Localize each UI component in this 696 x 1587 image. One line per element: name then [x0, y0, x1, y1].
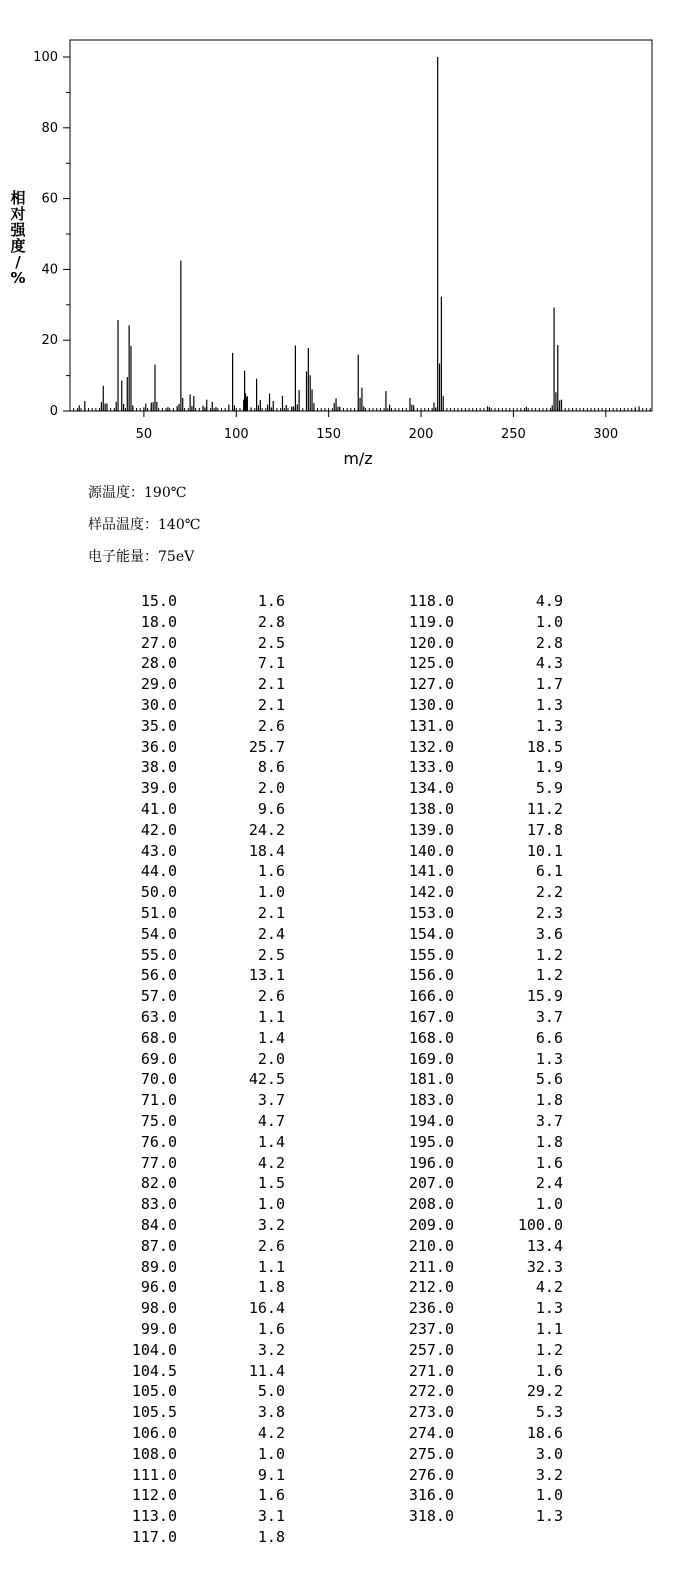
table-mz-cell: 271.0: [408, 1361, 454, 1380]
x-axis-ticks: [136, 411, 619, 442]
electron-energy: 电子能量：75eV: [88, 549, 195, 565]
table-mz-cell: 274.0: [408, 1424, 454, 1442]
table-mz-cell: 111.0: [131, 1465, 177, 1484]
table-mz-cell: 134.0: [408, 779, 454, 798]
x-tick-label: 250: [501, 427, 526, 442]
table-intensity-cell: 1.1: [535, 1320, 563, 1338]
table-mz-cell: 208.0: [408, 1195, 454, 1214]
table-mz-cell: 99.0: [140, 1320, 177, 1338]
table-intensity-cell: 1.6: [257, 1486, 285, 1505]
table-mz-cell: 112.0: [131, 1486, 177, 1505]
table-intensity-cell: 3.7: [257, 1091, 285, 1110]
table-intensity-cell: 3.7: [535, 1112, 563, 1130]
table-mz-cell: 211.0: [408, 1257, 454, 1276]
table-mz-cell: 166.0: [408, 987, 454, 1006]
table-mz-cell: 50.0: [140, 883, 177, 902]
y-axis-label-char: %: [10, 269, 26, 287]
table-mz-cell: 133.0: [408, 758, 454, 777]
table-mz-cell: 54.0: [140, 924, 177, 943]
table-intensity-cell: 6.1: [535, 862, 563, 881]
table-intensity-cell: 1.6: [257, 862, 285, 881]
y-tick-label: 0: [49, 404, 58, 419]
table-mz-cell: 210.0: [408, 1236, 454, 1255]
y-tick-label: 60: [41, 191, 58, 207]
table-mz-cell: 237.0: [408, 1320, 454, 1338]
table-mz-cell: 71.0: [140, 1091, 177, 1110]
table-mz-cell: 138.0: [408, 800, 454, 818]
table-mz-cell: 104.0: [131, 1340, 177, 1359]
table-mz-cell: 183.0: [408, 1091, 454, 1110]
table-mz-cell: 27.0: [140, 633, 177, 652]
table-mz-cell: 154.0: [408, 924, 454, 943]
table-mz-cell: 155.0: [408, 945, 454, 964]
table-intensity-cell: 2.0: [257, 1049, 285, 1068]
table-mz-cell: 127.0: [408, 675, 454, 694]
table-intensity-cell: 4.7: [257, 1112, 285, 1130]
table-intensity-cell: 2.5: [257, 633, 285, 652]
table-mz-cell: 98.0: [140, 1299, 177, 1318]
table-mz-cell: 18.0: [140, 612, 177, 631]
table-mz-cell: 195.0: [408, 1132, 454, 1151]
table-mz-cell: 68.0: [140, 1028, 177, 1047]
table-mz-cell: 89.0: [140, 1257, 177, 1276]
table-intensity-cell: 7.1: [257, 654, 285, 673]
table-mz-cell: 42.0: [140, 820, 177, 839]
table-intensity-cell: 24.2: [248, 820, 285, 839]
table-mz-cell: 142.0: [408, 883, 454, 902]
table-intensity-cell: 2.5: [257, 945, 285, 964]
table-intensity-cell: 18.5: [526, 737, 563, 756]
table-intensity-cell: 9.6: [257, 800, 285, 818]
table-intensity-cell: 1.0: [257, 1444, 285, 1463]
table-intensity-cell: 4.2: [257, 1424, 285, 1442]
table-intensity-cell: 1.4: [257, 1132, 285, 1151]
table-intensity-cell: 2.6: [257, 987, 285, 1006]
x-tick-label: 100: [223, 427, 249, 442]
table-mz-cell: 275.0: [408, 1444, 454, 1463]
table-mz-cell: 207.0: [408, 1174, 454, 1193]
table-intensity-cell: 1.6: [535, 1361, 563, 1380]
source-temperature: 源温度：190℃: [88, 485, 187, 501]
table-mz-cell: 119.0: [408, 612, 454, 631]
table-mz-cell: 36.0: [140, 737, 177, 756]
table-mz-cell: 29.0: [140, 675, 177, 694]
table-intensity-cell: 1.7: [535, 675, 563, 694]
table-intensity-cell: 2.6: [257, 716, 285, 735]
table-mz-cell: 120.0: [408, 633, 454, 652]
table-intensity-cell: 2.1: [257, 675, 285, 694]
table-intensity-cell: 29.2: [526, 1382, 563, 1401]
table-mz-cell: 113.0: [131, 1507, 177, 1526]
y-axis-label-char: 对: [10, 205, 26, 223]
table-intensity-cell: 11.4: [248, 1361, 285, 1380]
table-mz-cell: 108.0: [131, 1444, 177, 1463]
table-mz-cell: 257.0: [408, 1340, 454, 1359]
table-mz-cell: 194.0: [408, 1112, 454, 1130]
table-mz-cell: 236.0: [408, 1299, 454, 1318]
table-intensity-cell: 5.0: [257, 1382, 285, 1401]
table-mz-cell: 96.0: [140, 1278, 177, 1297]
table-intensity-cell: 2.6: [257, 1236, 285, 1255]
table-intensity-cell: 3.0: [535, 1444, 563, 1463]
table-mz-cell: 140.0: [408, 841, 454, 860]
table-mz-cell: 55.0: [140, 945, 177, 964]
table-intensity-cell: 2.1: [257, 904, 285, 922]
table-mz-cell: 63.0: [140, 1008, 177, 1026]
table-mz-cell: 44.0: [140, 862, 177, 881]
y-axis-label: [9, 189, 26, 287]
table-mz-cell: 56.0: [140, 966, 177, 985]
table-intensity-cell: 1.8: [535, 1091, 563, 1110]
table-intensity-cell: 1.6: [535, 1153, 563, 1172]
table-intensity-cell: 18.6: [526, 1424, 563, 1442]
table-mz-cell: 169.0: [408, 1049, 454, 1068]
table-intensity-cell: 1.3: [535, 1049, 563, 1068]
table-intensity-cell: 4.3: [535, 654, 563, 673]
y-tick-label: 20: [41, 333, 58, 349]
table-intensity-cell: 18.4: [248, 841, 285, 860]
table-intensity-cell: 1.2: [535, 966, 563, 985]
table-mz-cell: 276.0: [408, 1465, 454, 1484]
mass-spectrum-chart: [0, 0, 696, 480]
peak-bars: [79, 57, 639, 411]
y-axis-ticks: [33, 50, 70, 419]
table-mz-cell: 69.0: [140, 1049, 177, 1068]
table-intensity-cell: 3.2: [257, 1216, 285, 1234]
table-mz-cell: 30.0: [140, 696, 177, 714]
table-intensity-cell: 1.9: [535, 758, 563, 777]
table-mz-cell: 76.0: [140, 1132, 177, 1151]
table-mz-cell: 41.0: [140, 800, 177, 818]
table-mz-cell: 28.0: [140, 654, 177, 673]
table-intensity-cell: 13.1: [248, 966, 285, 985]
table-intensity-cell: 1.3: [535, 716, 563, 735]
table-mz-cell: 57.0: [140, 987, 177, 1006]
table-mz-cell: 168.0: [408, 1028, 454, 1047]
y-tick-label: 100: [33, 50, 58, 65]
table-mz-cell: 125.0: [408, 654, 454, 673]
table-intensity-cell: 17.8: [526, 820, 563, 839]
table-intensity-cell: 1.3: [535, 1507, 563, 1526]
table-mz-cell: 131.0: [408, 716, 454, 735]
table-intensity-cell: 9.1: [257, 1465, 285, 1484]
table-intensity-cell: 1.6: [257, 592, 285, 610]
table-intensity-cell: 3.2: [257, 1340, 285, 1359]
table-mz-cell: 318.0: [408, 1507, 454, 1526]
table-mz-cell: 141.0: [408, 862, 454, 881]
table-intensity-cell: 2.1: [257, 696, 285, 714]
table-mz-cell: 77.0: [140, 1153, 177, 1172]
table-mz-cell: 156.0: [408, 966, 454, 985]
table-intensity-cell: 6.6: [535, 1028, 563, 1047]
table-intensity-cell: 3.2: [535, 1465, 563, 1484]
table-mz-cell: 105.5: [131, 1403, 177, 1422]
table-mz-cell: 132.0: [408, 737, 454, 756]
table-intensity-cell: 10.1: [526, 841, 563, 860]
table-mz-cell: 70.0: [140, 1070, 177, 1089]
table-mz-cell: 212.0: [408, 1278, 454, 1297]
y-axis-label-char: 度: [10, 237, 26, 255]
table-intensity-cell: 1.2: [535, 1340, 563, 1359]
table-mz-cell: 105.0: [131, 1382, 177, 1401]
y-axis-label-char: /: [15, 253, 21, 271]
table-mz-cell: 139.0: [408, 820, 454, 839]
peak-list-table: [0, 591, 696, 1551]
table-intensity-cell: 42.5: [248, 1070, 285, 1089]
table-intensity-cell: 1.8: [535, 1132, 563, 1151]
x-tick-label: 50: [135, 427, 153, 442]
table-mz-cell: 84.0: [140, 1216, 177, 1234]
table-intensity-cell: 3.8: [257, 1403, 285, 1422]
table-mz-cell: 87.0: [140, 1236, 177, 1255]
table-mz-cell: 106.0: [131, 1424, 177, 1442]
table-intensity-cell: 2.2: [535, 883, 563, 902]
table-intensity-cell: 15.9: [526, 987, 563, 1006]
table-intensity-cell: 16.4: [248, 1299, 285, 1318]
table-intensity-cell: 2.3: [535, 904, 563, 922]
table-mz-cell: 118.0: [408, 592, 454, 610]
table-intensity-cell: 1.0: [257, 1195, 285, 1214]
table-intensity-cell: 2.0: [257, 779, 285, 798]
table-intensity-cell: 32.3: [526, 1257, 563, 1276]
table-intensity-cell: 3.1: [257, 1507, 285, 1526]
table-intensity-cell: 1.4: [257, 1028, 285, 1047]
y-axis-label-char: 相: [10, 189, 26, 207]
y-tick-label: 40: [41, 262, 58, 278]
table-mz-cell: 15.0: [140, 592, 177, 610]
table-mz-cell: 38.0: [140, 758, 177, 777]
table-intensity-cell: 1.8: [257, 1528, 285, 1546]
table-mz-cell: 83.0: [140, 1195, 177, 1214]
table-intensity-cell: 1.1: [257, 1257, 285, 1276]
table-mz-cell: 35.0: [140, 716, 177, 735]
plot-frame: [70, 40, 652, 411]
table-mz-cell: 51.0: [140, 904, 177, 922]
table-intensity-cell: 13.4: [526, 1236, 563, 1255]
table-intensity-cell: 1.0: [535, 1486, 563, 1505]
table-intensity-cell: 4.2: [535, 1278, 563, 1297]
table-intensity-cell: 25.7: [248, 737, 285, 756]
x-tick-label: 200: [408, 427, 434, 442]
table-mz-cell: 104.5: [131, 1361, 177, 1380]
table-mz-cell: 167.0: [408, 1008, 454, 1026]
table-intensity-cell: 2.8: [257, 612, 285, 631]
x-tick-label: 300: [593, 427, 619, 442]
table-intensity-cell: 100.0: [517, 1216, 563, 1234]
table-intensity-cell: 1.2: [535, 945, 563, 964]
y-axis-label-char: 强: [10, 221, 26, 239]
sample-temperature: 样品温度：140℃: [88, 517, 201, 533]
table-mz-cell: 82.0: [140, 1174, 177, 1193]
table-intensity-cell: 5.9: [535, 779, 563, 798]
table-mz-cell: 316.0: [408, 1486, 454, 1505]
table-intensity-cell: 2.8: [535, 633, 563, 652]
table-mz-cell: 181.0: [408, 1070, 454, 1089]
table-mz-cell: 272.0: [408, 1382, 454, 1401]
table-intensity-cell: 1.0: [535, 612, 563, 631]
table-intensity-cell: 1.0: [257, 883, 285, 902]
y-tick-label: 80: [41, 120, 58, 136]
table-intensity-cell: 4.9: [535, 592, 563, 610]
table-mz-cell: 209.0: [408, 1216, 454, 1234]
table-intensity-cell: 1.3: [535, 1299, 563, 1318]
table-intensity-cell: 1.8: [257, 1278, 285, 1297]
table-intensity-cell: 1.6: [257, 1320, 285, 1338]
table-intensity-cell: 3.6: [535, 924, 563, 943]
table-intensity-cell: 5.3: [535, 1403, 563, 1422]
table-mz-cell: 43.0: [140, 841, 177, 860]
table-mz-cell: 39.0: [140, 779, 177, 798]
x-axis-label: m/z: [343, 449, 373, 468]
table-intensity-cell: 5.6: [535, 1070, 563, 1089]
table-intensity-cell: 1.3: [535, 696, 563, 714]
table-mz-cell: 153.0: [408, 904, 454, 922]
table-intensity-cell: 1.0: [535, 1195, 563, 1214]
table-intensity-cell: 8.6: [257, 758, 285, 777]
table-intensity-cell: 4.2: [257, 1153, 285, 1172]
table-mz-cell: 196.0: [408, 1153, 454, 1172]
table-intensity-cell: 11.2: [526, 800, 563, 818]
table-intensity-cell: 1.1: [257, 1008, 285, 1026]
table-mz-cell: 130.0: [408, 696, 454, 714]
x-tick-label: 150: [316, 427, 342, 442]
table-mz-cell: 117.0: [131, 1528, 177, 1546]
table-intensity-cell: 3.7: [535, 1008, 563, 1026]
table-intensity-cell: 1.5: [257, 1174, 285, 1193]
table-mz-cell: 75.0: [140, 1112, 177, 1130]
table-mz-cell: 273.0: [408, 1403, 454, 1422]
table-intensity-cell: 2.4: [257, 924, 285, 943]
table-intensity-cell: 2.4: [535, 1174, 563, 1193]
